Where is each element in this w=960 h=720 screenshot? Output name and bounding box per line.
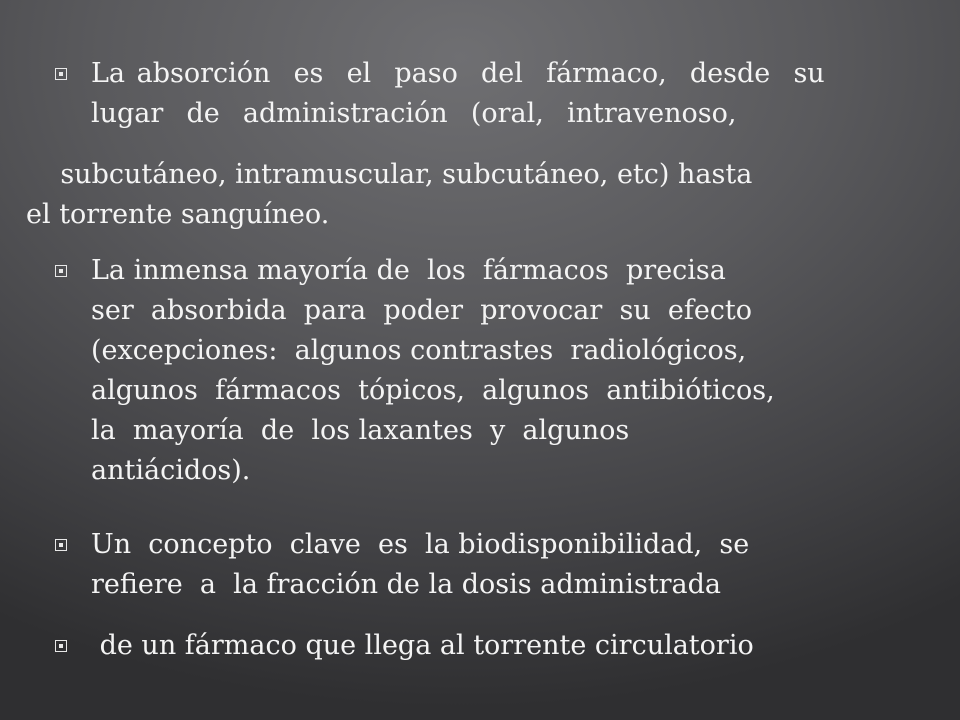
paragraph-biodisponibilidad: Un concepto clave es la biodisponibilidad, se refiere a la fracción de la dosis administrada: [91, 529, 750, 600]
square-bullet-icon: [55, 265, 67, 277]
paragraph-absorcion: La absorción es el paso del fármaco, desde su lugar de administración (oral, intravenoso,: [91, 58, 825, 129]
paragraph-torrente-circulatorio: de un fármaco que llega al torrente circulatorio: [91, 630, 754, 661]
paragraph-mayoria-farmacos: La inmensa mayoría de los fármacos precisa ser absorbida para poder provocar su efecto (excepciones: algunos contrastes radiológicos, algunos fármacos tópicos, algunos antibióticos, la mayoría de los laxantes y algunos antiácidos).: [91, 255, 775, 486]
square-bullet-icon: [55, 68, 67, 80]
square-bullet-icon: [55, 640, 67, 652]
square-bullet-icon: [55, 539, 67, 551]
paragraph-absorcion-continuation: subcutáneo, intramuscular, subcutáneo, etc) hasta el torrente sanguíneo.: [26, 159, 753, 230]
